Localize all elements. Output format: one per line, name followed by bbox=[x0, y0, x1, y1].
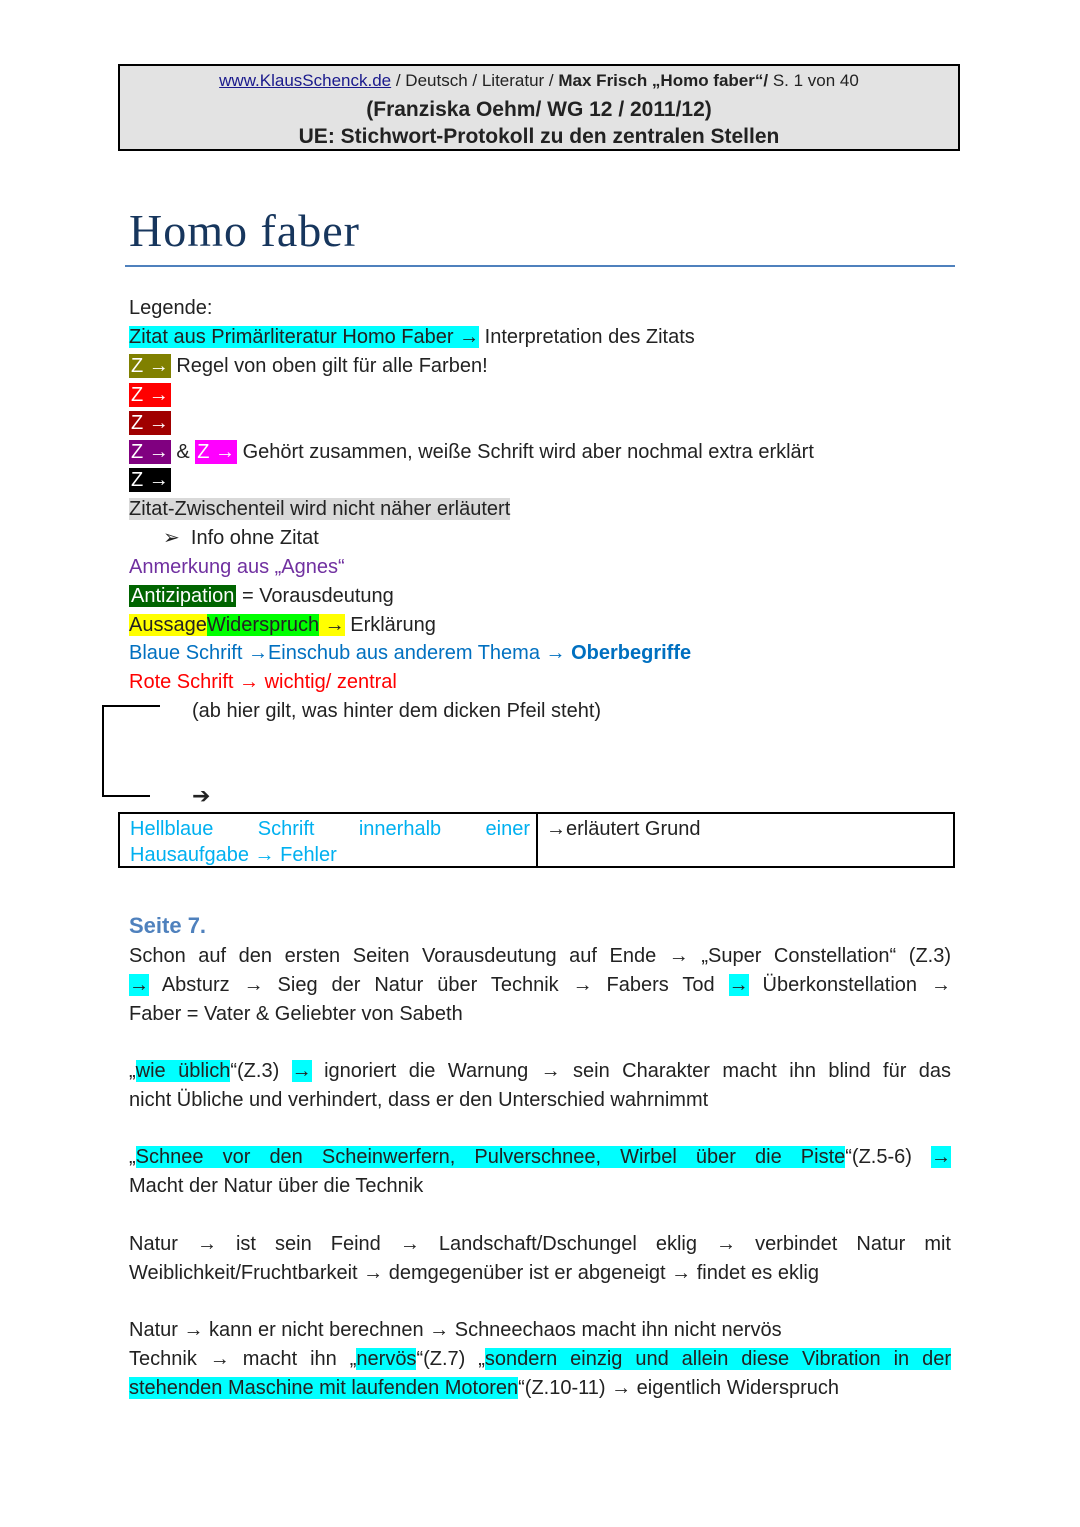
p2-arrow: → bbox=[291, 1060, 312, 1082]
legend-rule-all: Regel von oben gilt für alle Farben! bbox=[170, 355, 488, 377]
legend-agnes: Anmerkung aus „Agnes“ bbox=[129, 556, 345, 578]
z-magenta-marker: Z → bbox=[197, 441, 236, 463]
title-underline bbox=[125, 265, 955, 267]
legend-together: Gehört zusammen, weiße Schrift wird aber nochmal extra erklärt bbox=[237, 441, 814, 463]
p5-quote2b: stehenden Maschine mit laufenden Motoren bbox=[129, 1377, 519, 1399]
legend-red-row: Rote Schrift → wichtig/ zentral bbox=[129, 671, 397, 693]
legend-z-red-row bbox=[129, 381, 171, 409]
table-left-line2: Hausaufgabe → Fehler bbox=[130, 844, 337, 866]
p2-line1 bbox=[129, 1057, 951, 1086]
p2-quote: wie üblich bbox=[135, 1060, 231, 1082]
table-right-cell: →erläutert Grund bbox=[546, 818, 701, 840]
p3-line1 bbox=[129, 1143, 951, 1172]
header-author: (Franziska Oehm/ WG 12 / 2011/12) bbox=[366, 98, 712, 121]
legend-antizipation: Antizipation bbox=[131, 585, 235, 607]
p4-line1: Natur → ist sein Feind → Landschaft/Dschungel eklig → verbindet Natur mit bbox=[129, 1233, 951, 1255]
p5-a: Technik → macht ihn „ bbox=[129, 1348, 357, 1370]
p2-ref: “(Z.3) bbox=[230, 1060, 292, 1082]
bullet-arrow-icon: ➢ bbox=[163, 527, 180, 549]
paragraph-2 bbox=[129, 1057, 951, 1115]
legend-z-purple-row bbox=[129, 438, 814, 466]
p1-end: Überkonstellation → bbox=[748, 974, 951, 996]
p5-quote2: sondern einzig und allein diese Vibration in der bbox=[484, 1348, 951, 1370]
section-heading: Seite 7. bbox=[129, 913, 207, 938]
bracket-bottom bbox=[102, 795, 150, 797]
p2-rest: ignoriert die Warnung → sein Charakter macht ihn blind für das bbox=[311, 1060, 952, 1082]
header-source-line bbox=[120, 71, 958, 91]
legend-antizipation-expl: = Vorausdeutung bbox=[236, 585, 394, 607]
p3-line2: Macht der Natur über die Technik bbox=[129, 1175, 424, 1197]
p5-line1: Natur → kann er nicht berechnen → Schneechaos macht ihn nicht nervös bbox=[129, 1319, 782, 1341]
p2-line2: nicht Übliche und verhindert, dass er den Unterschied wahrnimmt bbox=[129, 1089, 709, 1111]
table-left-line1: Hellblaue Schrift innerhalb einer bbox=[130, 818, 530, 840]
header-path: / Deutsch / Literatur / bbox=[391, 71, 559, 90]
legend-quote-row bbox=[129, 323, 695, 351]
legend-amp: & bbox=[170, 441, 196, 463]
legend-aussage-row bbox=[129, 611, 436, 639]
paragraph-4 bbox=[129, 1230, 951, 1288]
legend-table bbox=[118, 812, 955, 868]
legend-info-row bbox=[163, 524, 319, 552]
legend-antizipation-row bbox=[129, 582, 394, 610]
legend-bracket-note: (ab hier gilt, was hinter dem dicken Pfeil steht) bbox=[192, 700, 602, 722]
p1-text: Absturz → Sieg der Natur über Technik → Fabers Tod bbox=[149, 974, 729, 996]
legend-between-label: Zitat-Zwischenteil wird nicht näher erläutert bbox=[129, 498, 511, 520]
p5-c: “(Z.10-11) → eigentlich Widerspruch bbox=[518, 1377, 839, 1399]
paragraph-5 bbox=[129, 1316, 951, 1403]
table-left-cell bbox=[130, 816, 530, 868]
page-title: Homo faber bbox=[129, 205, 360, 256]
legend-quote-label: Zitat aus Primärliteratur Homo Faber → bbox=[129, 326, 480, 348]
p3-quote: Schnee vor den Scheinwerfern, Pulverschnee, Wirbel über die Piste bbox=[135, 1146, 846, 1168]
source-link[interactable]: www.KlausSchenck.de bbox=[219, 71, 392, 90]
legend-widerspruch: Widerspruch bbox=[206, 614, 320, 636]
bracket-vertical bbox=[102, 705, 104, 797]
p1-arrow2: → bbox=[728, 974, 749, 996]
header-work: Max Frisch „Homo faber“/ bbox=[558, 71, 769, 90]
z-black-marker: Z → bbox=[131, 469, 169, 491]
thick-arrow-icon: ➔ bbox=[192, 783, 211, 808]
p5-b: “(Z.7) „ bbox=[416, 1348, 485, 1370]
legend-between-row bbox=[129, 495, 510, 523]
legend-info-label: Info ohne Zitat bbox=[190, 527, 319, 549]
header-topic: UE: Stichwort-Protokoll zu den zentralen Stellen bbox=[298, 125, 780, 148]
p5-line2 bbox=[129, 1345, 951, 1374]
p1-line2 bbox=[129, 971, 951, 1000]
legend-quote-expl: Interpretation des Zitats bbox=[479, 326, 695, 348]
header-page: S. 1 von 40 bbox=[768, 71, 859, 90]
document-header bbox=[118, 64, 960, 151]
legend-heading: Legende: bbox=[129, 297, 213, 319]
bracket-top bbox=[102, 705, 160, 707]
legend-z-black-row bbox=[129, 466, 171, 494]
legend-yellow-arrow: → bbox=[319, 614, 345, 636]
legend-blue-row bbox=[129, 639, 691, 667]
p3-open: „ bbox=[129, 1146, 136, 1168]
paragraph-3 bbox=[129, 1143, 951, 1201]
z-darkred-marker: Z → bbox=[131, 412, 169, 434]
p3-ref: “(Z.5-6) bbox=[845, 1146, 932, 1168]
p2-open: „ bbox=[129, 1060, 136, 1082]
z-red-marker: Z → bbox=[131, 384, 169, 406]
p1-arrow: → bbox=[129, 974, 149, 996]
legend-erklaerung: Erklärung bbox=[344, 614, 436, 636]
legend-blue-bold: Oberbegriffe bbox=[571, 642, 692, 664]
p3-arrow: → bbox=[931, 1146, 952, 1168]
p5-line3 bbox=[129, 1374, 951, 1403]
paragraph-1 bbox=[129, 942, 951, 1029]
z-purple-marker: Z → bbox=[131, 441, 169, 463]
z-olive-marker: Z → bbox=[131, 355, 169, 377]
p4-line2: Weiblichkeit/Fruchtbarkeit → demgegenüber ist er abgeneigt → findet es eklig bbox=[129, 1262, 819, 1284]
p1-line3: Faber = Vater & Geliebter von Sabeth bbox=[129, 1003, 463, 1025]
p5-quote1: nervös bbox=[356, 1348, 417, 1370]
legend-aussage: Aussage bbox=[129, 614, 207, 636]
p1-line1: Schon auf den ersten Seiten Vorausdeutung auf Ende → „Super Constellation“ (Z.3) bbox=[129, 945, 951, 967]
legend-z-darkred-row bbox=[129, 409, 171, 437]
legend-z-olive-row bbox=[129, 352, 488, 380]
legend-blue-text: Blaue Schrift →Einschub aus anderem Thema → bbox=[129, 642, 572, 664]
table-divider bbox=[536, 814, 538, 866]
